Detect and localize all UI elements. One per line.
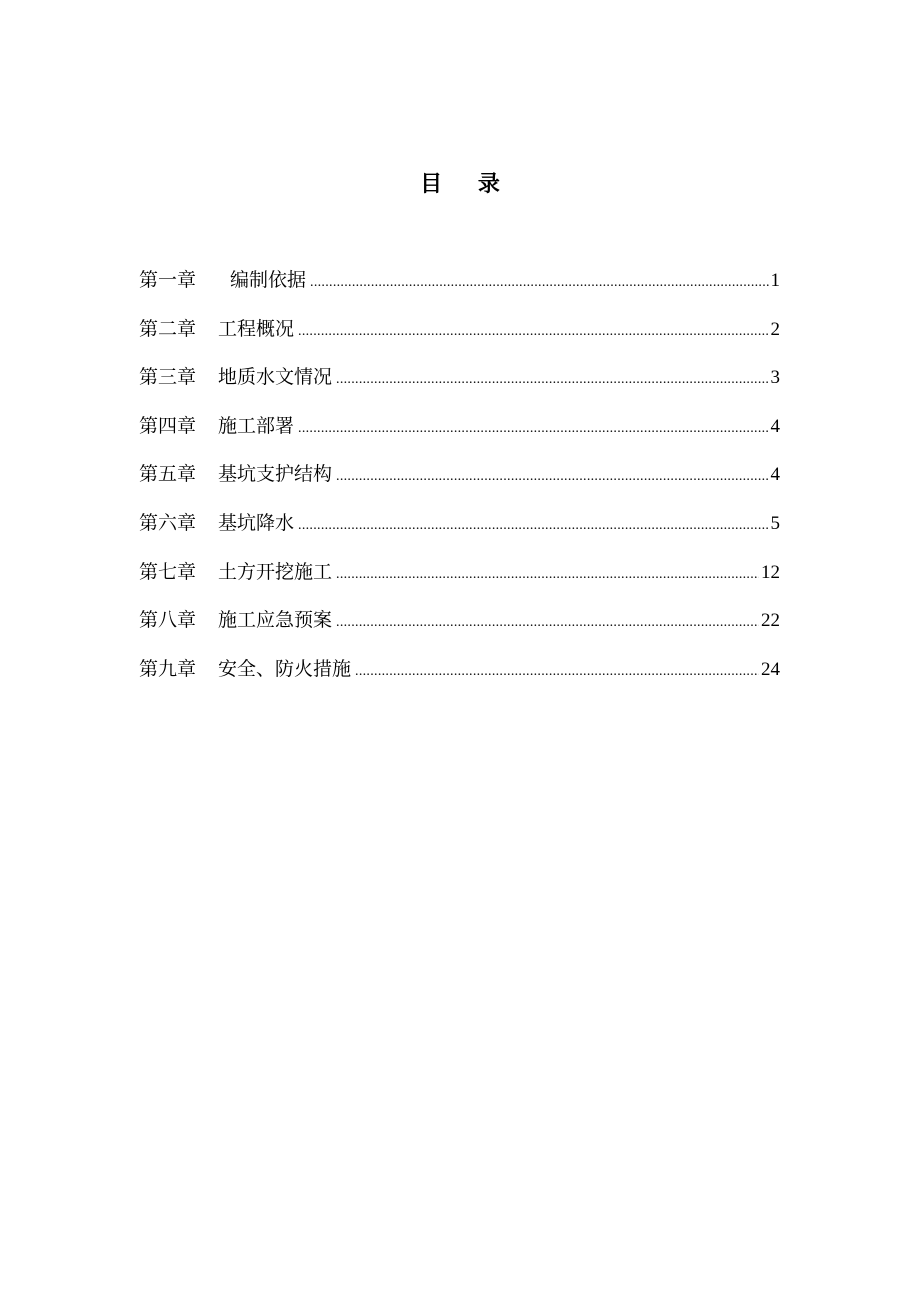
toc-page-number: 5 — [770, 512, 780, 534]
toc-chapter-number: 第二章 — [139, 317, 197, 340]
toc-page-number: 12 — [761, 561, 780, 583]
toc-page-number: 24 — [761, 658, 780, 680]
toc-chapter-title: 土方开挖施工 — [218, 560, 333, 583]
toc-page-number: 22 — [761, 610, 780, 632]
toc-entry[interactable] — [139, 605, 780, 654]
table-of-contents — [139, 265, 780, 702]
toc-entry[interactable] — [139, 411, 780, 460]
toc-page-number: 4 — [770, 464, 780, 486]
toc-chapter-number: 第九章 — [139, 657, 197, 680]
toc-dot-leader — [298, 511, 768, 541]
toc-dot-leader — [336, 608, 759, 638]
toc-page-number: 2 — [770, 318, 780, 340]
toc-entry[interactable] — [139, 557, 780, 606]
toc-chapter-title: 编制依据 — [230, 269, 307, 291]
toc-chapter-number: 第七章 — [139, 560, 197, 583]
toc-entry[interactable] — [139, 654, 780, 703]
toc-chapter-title: 地质水文情况 — [218, 366, 333, 389]
toc-chapter-number: 第四章 — [139, 414, 197, 437]
toc-chapter-title: 安全、防火措施 — [218, 657, 352, 680]
toc-entry[interactable] — [139, 265, 780, 314]
toc-dot-leader — [336, 365, 768, 395]
toc-page-number: 3 — [770, 367, 780, 389]
toc-page-number: 1 — [770, 270, 780, 291]
toc-chapter-number: 第一章 — [139, 269, 197, 291]
toc-chapter-number: 第三章 — [139, 366, 197, 389]
toc-chapter-title: 基坑支护结构 — [218, 463, 333, 486]
toc-dot-leader — [336, 462, 768, 492]
toc-dot-leader — [298, 414, 768, 444]
toc-dot-leader — [355, 657, 759, 687]
toc-chapter-number: 第八章 — [139, 609, 197, 632]
toc-dot-leader — [310, 268, 768, 298]
toc-chapter-number: 第五章 — [139, 463, 197, 486]
toc-chapter-title: 工程概况 — [218, 317, 295, 340]
toc-chapter-number: 第六章 — [139, 511, 197, 534]
page-title: 目 录 — [420, 172, 514, 197]
toc-page-number: 4 — [770, 415, 780, 437]
toc-entry[interactable] — [139, 314, 780, 363]
toc-chapter-title: 施工应急预案 — [218, 609, 333, 632]
toc-entry[interactable] — [139, 362, 780, 411]
toc-dot-leader — [298, 317, 768, 347]
toc-chapter-title: 施工部署 — [218, 414, 295, 437]
toc-entry[interactable] — [139, 508, 780, 557]
toc-chapter-title: 基坑降水 — [218, 511, 295, 534]
toc-entry[interactable] — [139, 459, 780, 508]
toc-dot-leader — [336, 560, 759, 590]
